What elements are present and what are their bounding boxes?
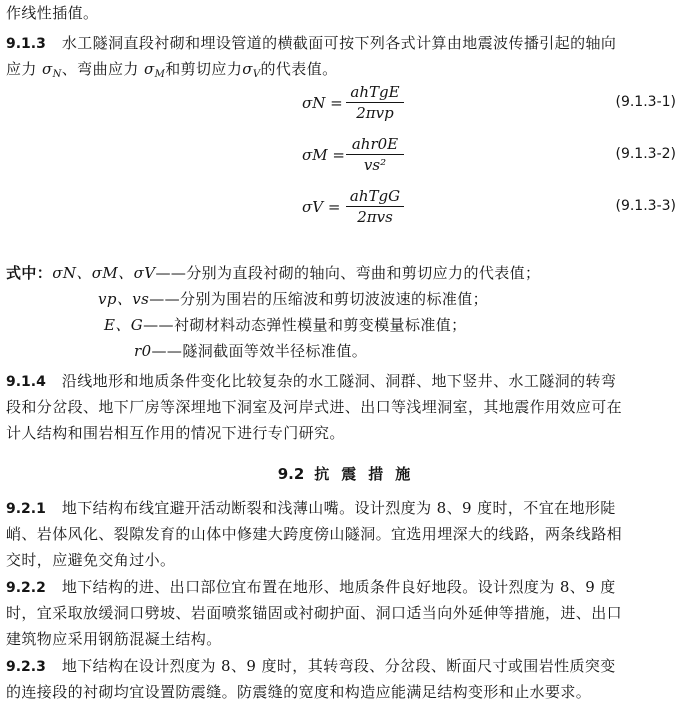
equation-number: (9.1.3-2) bbox=[615, 146, 676, 162]
clause-9-1-4-line-3: 计人结构和围岩相互作用的情况下进行专门研究。 bbox=[6, 424, 345, 442]
clause-number: 9.2.2 bbox=[6, 580, 46, 596]
definition-line-4 bbox=[134, 340, 367, 362]
definition-text: ——隧洞截面等效半径标准值。 bbox=[151, 342, 368, 360]
subscript: V bbox=[252, 69, 261, 80]
definition-symbol: σN、σM、σV bbox=[52, 264, 156, 282]
formula-fraction bbox=[344, 186, 406, 227]
where-label: 式中： bbox=[6, 264, 53, 282]
clause-number: 9.1.4 bbox=[6, 374, 46, 390]
clause-text: 沿线地形和地质条件变化比较复杂的水工隧洞、洞群、地下竖井、水工隧洞的转弯 bbox=[61, 372, 617, 390]
definition-line-3 bbox=[104, 314, 467, 336]
clause-9-2-3-line-1 bbox=[6, 655, 694, 677]
subscript: M bbox=[154, 69, 166, 80]
definition-symbol: r0 bbox=[134, 342, 152, 360]
clause-9-2-2-line-2: 时，宜采取放缓洞口劈坡、岩面喷浆锚固或衬砌护面、洞口适当向外延伸等措施，进、出口 bbox=[6, 604, 623, 622]
definition-line-1 bbox=[6, 262, 540, 284]
text-fragment: 、弯曲应力 bbox=[61, 60, 144, 78]
symbol-sigma: σ bbox=[242, 60, 253, 78]
carryover-line: 作线性插值。 bbox=[6, 4, 99, 22]
clause-text: 地下结构在设计烈度为 8、9 度时，其转弯段、分岔段、断面尺寸或围岩性质突变 bbox=[61, 657, 616, 675]
clause-number: 9.2.3 bbox=[6, 659, 46, 675]
text-fragment: 应力 bbox=[6, 60, 42, 78]
section-number: 9.2 bbox=[277, 465, 305, 483]
clause-number: 9.1.3 bbox=[6, 36, 46, 52]
symbol-sigma: σ bbox=[143, 60, 155, 78]
formula-lhs: σN = bbox=[302, 94, 343, 112]
symbol-sigma: σ bbox=[41, 60, 53, 78]
subscript: N bbox=[52, 69, 62, 80]
section-heading bbox=[0, 463, 700, 484]
clause-text: 水工隧洞直段衬砌和埋设管道的横截面可按下列各式计算由地震波传播引起的轴向 bbox=[61, 34, 617, 52]
clause-number: 9.2.1 bbox=[6, 501, 46, 517]
definition-line-2 bbox=[98, 288, 488, 310]
formula-lhs: σM = bbox=[302, 146, 345, 164]
clause-9-1-3-line-1 bbox=[6, 32, 694, 54]
equation-number: (9.1.3-1) bbox=[615, 94, 676, 110]
clause-9-2-2-line-1 bbox=[6, 576, 694, 598]
formula-denominator: 2πvs bbox=[357, 208, 393, 226]
definition-symbol: E、G bbox=[104, 316, 144, 334]
equation-number: (9.1.3-3) bbox=[615, 198, 676, 214]
formula-numerator: ahTgE bbox=[350, 83, 400, 101]
clause-9-1-3-line-2 bbox=[6, 58, 694, 80]
clause-9-2-2-line-3: 建筑物应采用钢筋混凝土结构。 bbox=[6, 630, 222, 648]
definition-text: ——分别为围岩的压缩波和剪切波波速的标准值； bbox=[149, 290, 489, 308]
clause-text: 地下结构布线宜避开活动断裂和浅薄山嘴。设计烈度为 8、9 度时，不宜在地形陡 bbox=[61, 499, 616, 517]
definition-text: ——分别为直段衬砌的轴向、弯曲和剪切应力的代表值； bbox=[155, 264, 541, 282]
formula-denominator: 2πvp bbox=[356, 104, 394, 122]
text-fragment: 的代表值。 bbox=[260, 60, 338, 78]
formula-fraction bbox=[344, 82, 406, 123]
clause-9-1-4-line-1 bbox=[6, 370, 694, 392]
formula-denominator: vs² bbox=[363, 156, 387, 174]
clause-9-2-3-line-2: 的连接段的衬砌均宜设置防震缝。防震缝的宽度和构造应能满足结构变形和止水要求。 bbox=[6, 683, 592, 701]
clause-9-1-4-line-2: 段和分岔段、地下厂房等深埋地下洞室及河岸式进、出口等浅埋洞室，其地震作用效应可在 bbox=[6, 398, 623, 416]
clause-9-2-1-line-2: 峭、岩体风化、裂隙发育的山体中修建大跨度傍山隧洞。宜选用埋深大的线路，两条线路相 bbox=[6, 525, 623, 543]
formula-lhs: σV = bbox=[302, 198, 341, 216]
section-title: 抗震措施 bbox=[314, 465, 423, 483]
clause-text: 地下结构的进、出口部位宜布置在地形、地质条件良好地段。设计烈度为 8、9 度 bbox=[61, 578, 616, 596]
clause-9-2-1-line-1 bbox=[6, 497, 694, 519]
text-fragment: 和剪切应力 bbox=[165, 60, 243, 78]
definition-text: ——衬砌材料动态弹性模量和剪变模量标准值； bbox=[143, 316, 467, 334]
formula-numerator: ahr0E bbox=[351, 135, 399, 153]
formula-numerator: ahTgG bbox=[349, 187, 401, 205]
clause-9-2-1-line-3: 交时，应避免交角过小。 bbox=[6, 551, 176, 569]
definition-symbol: vp、vs bbox=[98, 290, 150, 308]
formula-fraction bbox=[344, 134, 406, 175]
